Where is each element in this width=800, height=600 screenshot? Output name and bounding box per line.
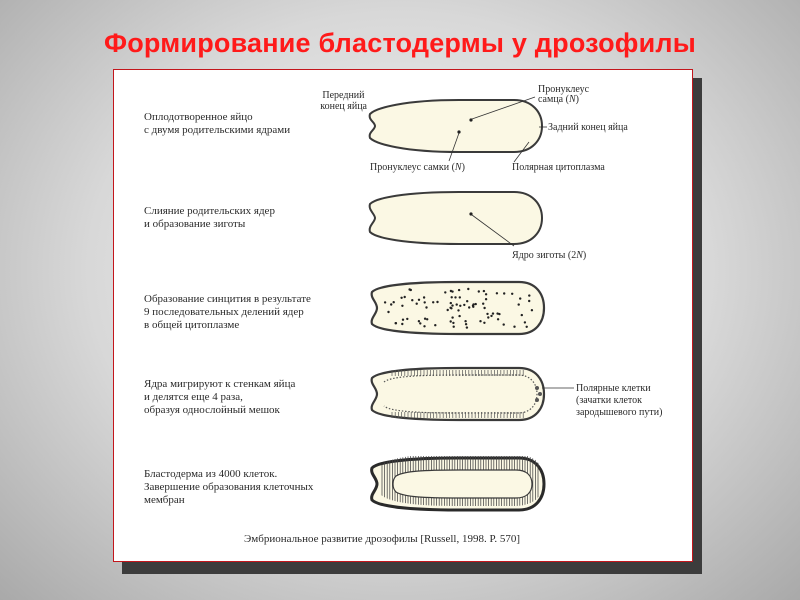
nucleus-dot <box>503 292 505 294</box>
nucleus-dot <box>459 305 461 307</box>
egg-zygote <box>370 192 542 244</box>
nucleus-dot <box>472 306 474 308</box>
nucleus-dot <box>424 301 426 303</box>
egg-fertilized <box>370 100 542 152</box>
egg-syncytium <box>372 282 544 334</box>
nucleus-dot <box>482 303 484 305</box>
nucleus-dot <box>496 292 498 294</box>
slide-title: Формирование бластодермы у дрозофилы <box>103 28 697 58</box>
nucleus-dot <box>400 297 402 299</box>
nucleus-dot <box>432 301 434 303</box>
nucleus-dot <box>463 304 465 306</box>
nucleus-dot <box>449 307 451 309</box>
nucleus-dot <box>528 300 530 302</box>
nucleus-dot <box>528 294 530 296</box>
nucleus-dot <box>485 293 487 295</box>
nucleus-dot <box>464 320 466 322</box>
nucleus-dot <box>479 320 481 322</box>
nucleus-dot <box>416 303 418 305</box>
nucleus-dot <box>393 301 395 303</box>
polar-cytoplasm-label: Полярная цитоплазма <box>512 162 605 173</box>
stage-1-text: Оплодотворенное яйцо с двумя родительскими ядрами <box>144 111 291 136</box>
nucleus-dot <box>513 326 515 328</box>
nucleus-dot <box>456 303 458 305</box>
nucleus-dot <box>511 293 513 295</box>
nucleus-dot <box>454 296 456 298</box>
figure-caption: Эмбриональное развитие дрозофилы [Russell, 1998. P. 570] <box>244 533 521 545</box>
nucleus-dot <box>418 299 420 301</box>
nucleus-dot <box>447 309 449 311</box>
nucleus-dot <box>466 300 468 302</box>
nucleus-dot <box>418 320 420 322</box>
nucleus-dot <box>450 302 452 304</box>
nucleus-dot <box>450 320 452 322</box>
nucleus-dot <box>387 311 389 313</box>
nucleus-dot <box>457 309 459 311</box>
nucleus-dot <box>384 301 386 303</box>
nucleus-dot <box>478 290 480 292</box>
nucleus-dot <box>531 309 533 311</box>
nucleus-dot <box>424 318 426 320</box>
nucleus-dot <box>518 303 520 305</box>
nucleus-dot <box>475 303 477 305</box>
nucleus-dot <box>483 322 485 324</box>
zygote-nucleus-label: Ядро зиготы (2N) <box>512 250 587 261</box>
nucleus-dot <box>467 288 469 290</box>
nucleus-dot <box>452 322 454 324</box>
nucleus-dot <box>483 290 485 292</box>
nucleus-dot <box>492 312 494 314</box>
nucleus-dot <box>503 323 505 325</box>
nucleus-dot <box>451 296 453 298</box>
anterior-end-label: Передний конец яйца <box>320 90 367 112</box>
nucleus-dot <box>496 312 498 314</box>
nucleus-dot <box>419 322 421 324</box>
nucleus-dot <box>423 325 425 327</box>
posterior-end-label: Задний конец яйца <box>548 122 628 133</box>
nucleus-dot <box>490 315 492 317</box>
nucleus-dot <box>519 297 521 299</box>
nucleus-dot <box>451 316 453 318</box>
pole-cells-label: Полярные клетки (зачатки клеток зародышевого пути) <box>576 383 663 418</box>
nucleus-dot <box>487 316 489 318</box>
nucleus-dot <box>406 318 408 320</box>
nucleus-dot <box>444 291 446 293</box>
nucleus-dot <box>466 326 468 328</box>
nucleus-dot <box>436 301 438 303</box>
blastoderm-diagram <box>114 70 694 563</box>
nucleus-dot <box>468 306 470 308</box>
stage-5-text: Бластодерма из 4000 клеток. Завершение образования клеточных мембран <box>144 468 314 506</box>
nucleus-dot <box>411 299 413 301</box>
egg-syncytial-blastoderm <box>372 368 544 420</box>
female-pronucleus-label: Пронуклеус самки (N) <box>370 162 465 173</box>
stage-4-text: Ядра мигрируют к стенкам яйца и делятся еще 4 раза, образуя однослойный мешок <box>144 378 296 416</box>
nucleus-dot <box>521 314 523 316</box>
nucleus-dot <box>408 288 410 290</box>
nucleus-dot <box>486 313 488 315</box>
nucleus-dot <box>426 318 428 320</box>
yolk-interior <box>393 470 532 498</box>
stage-2-text: Слияние родительских ядер и образование зиготы <box>144 205 275 230</box>
nucleus-dot <box>451 304 453 306</box>
nucleus-dot <box>453 326 455 328</box>
nucleus-dot <box>450 290 452 292</box>
figure-panel <box>113 69 693 562</box>
nucleus-dot <box>458 289 460 291</box>
stage-3-text: Образование синцития в результате 9 последовательных делений ядер в общей цитоплазме <box>144 293 311 331</box>
nucleus-dot <box>402 319 404 321</box>
nucleus-dot <box>401 305 403 307</box>
nucleus-dot <box>526 326 528 328</box>
nucleus-dot <box>465 323 467 325</box>
nucleus-dot <box>395 322 397 324</box>
nucleus-dot <box>497 318 499 320</box>
nucleus-dot <box>485 298 487 300</box>
nucleus-dot <box>459 296 461 298</box>
nucleus-dot <box>401 323 403 325</box>
nucleus-dot <box>390 303 392 305</box>
nucleus-dot <box>423 296 425 298</box>
nucleus-dot <box>483 307 485 309</box>
nucleus-dot <box>524 321 526 323</box>
nucleus-dot <box>458 315 460 317</box>
nucleus-dot <box>425 306 427 308</box>
nucleus-dot <box>434 324 436 326</box>
nucleus-dot <box>404 296 406 298</box>
male-pronucleus-label: Пронуклеус самца (N) <box>538 84 590 105</box>
